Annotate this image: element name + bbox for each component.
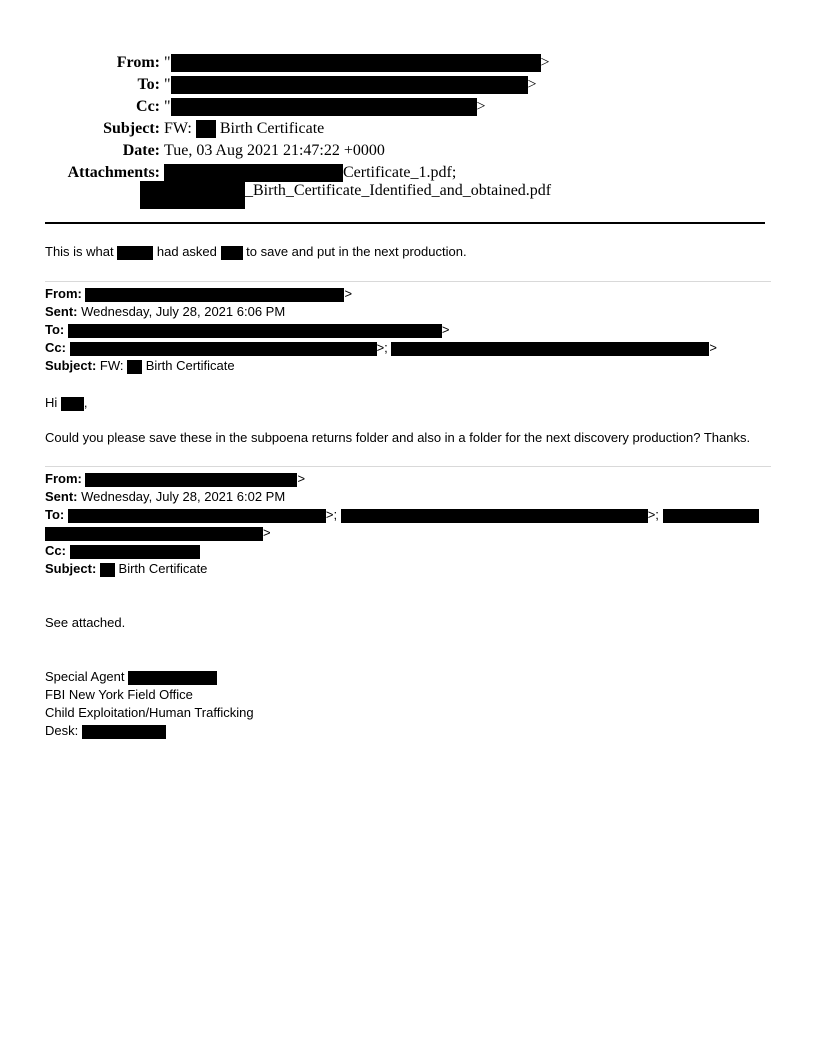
header-to-row	[20, 74, 780, 96]
msg2-from-label: From:	[45, 471, 82, 486]
msg2-subject-label: Subject:	[45, 561, 97, 576]
bracket-mark: >	[297, 471, 306, 486]
subject-text: Birth Certificate	[219, 120, 325, 137]
redaction	[171, 76, 528, 94]
greeting-text: Hi	[45, 395, 58, 410]
separator: >;	[376, 340, 388, 355]
intro-text: had asked	[156, 244, 217, 259]
msg1-to-row	[45, 321, 449, 339]
msg1-to-label: To:	[45, 322, 65, 337]
header-to-label: To:	[137, 76, 160, 93]
header-cc-row	[20, 96, 780, 118]
msg2-subject-row	[45, 560, 207, 578]
redaction	[85, 288, 344, 302]
msg1-cc-row	[45, 339, 717, 357]
separator: >;	[647, 507, 659, 522]
redaction	[127, 360, 142, 374]
msg2-sent-label: Sent:	[45, 489, 78, 504]
comma: ,	[83, 395, 88, 410]
redaction	[341, 509, 648, 523]
redaction	[85, 473, 297, 487]
msg2-subject-text: Birth Certificate	[118, 561, 208, 576]
msg1-sent-row	[45, 303, 285, 321]
msg2-from-row	[45, 470, 305, 488]
header-from-row	[20, 52, 780, 74]
msg1-subject-label: Subject:	[45, 358, 97, 373]
redaction	[68, 324, 442, 338]
quote-mark: "	[164, 76, 171, 93]
redaction	[70, 342, 377, 356]
header-attachments-label: Attachments:	[67, 164, 160, 181]
redaction	[82, 725, 166, 739]
header-to-value	[164, 74, 537, 96]
signature-unit: Child Exploitation/Human Trafficking	[45, 705, 254, 720]
signature-desk	[45, 722, 166, 740]
bracket-mark: >	[527, 76, 537, 93]
header-subject-label: Subject:	[103, 120, 160, 137]
msg1-from-row	[45, 285, 352, 303]
msg2-sent-row	[45, 488, 285, 506]
subject-prefix: FW:	[164, 120, 192, 137]
redaction	[117, 246, 153, 260]
attachment-2[interactable]	[140, 181, 551, 211]
signature-title	[45, 668, 217, 686]
quote-mark: "	[164, 98, 171, 115]
msg1-body: Could you please save these in the subpoena returns folder and also in a folder for the next discovery production? Thanks.	[45, 430, 751, 445]
redaction	[70, 545, 200, 559]
intro-line	[45, 243, 467, 261]
msg2-to-label: To:	[45, 507, 65, 522]
msg2-body: See attached.	[45, 615, 126, 630]
redaction	[45, 527, 263, 541]
msg1-sent-value: Wednesday, July 28, 2021 6:06 PM	[81, 304, 286, 319]
msg2-cc-label: Cc:	[45, 543, 66, 558]
redaction	[221, 246, 243, 260]
header-from-label: From:	[116, 54, 160, 71]
msg1-sent-label: Sent:	[45, 304, 78, 319]
bracket-mark: >	[344, 286, 353, 301]
intro-text: to save and put in the next production.	[246, 244, 467, 259]
attachment-2-name: _Birth_Certificate_Identified_and_obtained.pdf	[245, 182, 552, 199]
header-subject-value	[164, 118, 324, 140]
intro-text: This is what	[45, 244, 114, 259]
redaction	[140, 181, 245, 209]
sig-title-text: Special Agent	[45, 669, 125, 684]
bracket-mark: >	[263, 525, 271, 540]
attachment-1-name: Certificate_1.pdf;	[343, 164, 457, 181]
header-cc-value	[164, 96, 486, 118]
message-divider	[45, 281, 771, 282]
redaction	[171, 54, 541, 72]
bracket-mark: >	[540, 54, 550, 71]
header-date-row	[20, 140, 780, 162]
msg1-cc-label: Cc:	[45, 340, 66, 355]
header-date-label: Date:	[122, 142, 160, 159]
msg2-cc-row	[45, 542, 200, 560]
redaction	[128, 671, 217, 685]
msg1-greeting	[45, 394, 88, 412]
redaction	[68, 509, 326, 523]
msg2-to-row	[45, 506, 759, 524]
redaction	[171, 98, 477, 116]
header-cc-label: Cc:	[136, 98, 160, 115]
header-date-value: Tue, 03 Aug 2021 21:47:22 +0000	[164, 142, 385, 159]
redaction	[391, 342, 709, 356]
redaction	[61, 397, 84, 411]
msg1-from-label: From:	[45, 286, 82, 301]
sig-desk-label: Desk:	[45, 723, 79, 738]
header-divider	[45, 222, 765, 224]
msg2-to-row-cont	[45, 524, 271, 542]
bracket-mark: >	[709, 340, 718, 355]
redaction	[164, 164, 343, 182]
redaction	[663, 509, 759, 523]
message-divider	[45, 466, 771, 467]
quote-mark: "	[164, 54, 171, 71]
signature-office: FBI New York Field Office	[45, 687, 193, 702]
redaction	[100, 563, 115, 577]
header-subject-row	[20, 118, 780, 140]
msg2-sent-value: Wednesday, July 28, 2021 6:02 PM	[81, 489, 286, 504]
separator: >;	[325, 507, 338, 522]
msg1-subject-row	[45, 357, 235, 375]
subject-prefix: FW:	[99, 358, 124, 373]
bracket-mark: >	[476, 98, 486, 115]
bracket-mark: >	[441, 322, 450, 337]
header-from-value	[164, 52, 550, 74]
redaction	[196, 120, 216, 138]
msg1-subject-text: Birth Certificate	[145, 358, 235, 373]
